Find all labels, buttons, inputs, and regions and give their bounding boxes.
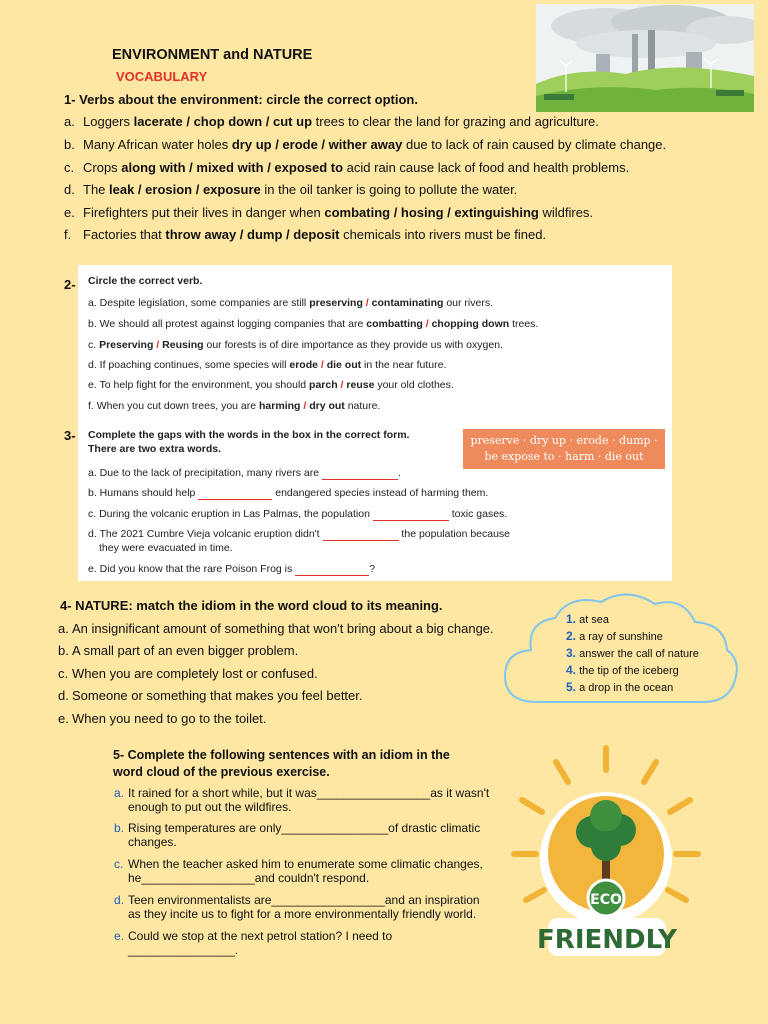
item-text: d. If poaching continues, some species will (88, 359, 290, 371)
word-box (463, 429, 665, 469)
gap-field[interactable] (323, 528, 399, 541)
exercise-4-item (58, 711, 266, 726)
item-text: e. Did you know that the rare Poison Frog is (88, 563, 296, 575)
item-text: acid rain cause lack of food and health problems. (343, 160, 630, 175)
item-text: your old clothes. (374, 379, 454, 391)
exercise-5-item (114, 821, 481, 849)
gap-field[interactable] (322, 467, 398, 480)
factory-landscape-illustration (536, 4, 754, 112)
item-text: Factories that (83, 227, 166, 242)
item-options[interactable]: along with / mixed with / exposed to (121, 160, 344, 175)
item-letter: e. (58, 711, 69, 726)
item-text: A small part of an even bigger problem. (72, 643, 299, 658)
item-text: chemicals into rivers must be fined. (339, 227, 547, 242)
item-text: ? (369, 563, 376, 575)
option-1[interactable]: preserving (309, 297, 363, 309)
item-line[interactable]: Teen environmentalists are_________________and an inspiration (128, 893, 480, 907)
item-letter: a. (58, 621, 69, 636)
item-text: in the near future. (361, 359, 447, 371)
gap-field[interactable] (198, 487, 272, 500)
item-letter: d. (114, 893, 125, 907)
item-letter: c. (114, 857, 124, 871)
item-line: as they incite us to fight for a more environmentally friendly world. (128, 907, 477, 921)
exercise-5-item (114, 929, 393, 957)
cloud-idiom: 3. answer the call of nature (566, 646, 699, 660)
item-text: nature. (344, 400, 381, 412)
exercise-5-item (114, 857, 483, 885)
slash: / (153, 339, 163, 351)
slash: / (317, 359, 327, 371)
option-2[interactable]: reuse (346, 379, 375, 391)
option-1[interactable]: erode (289, 359, 318, 371)
exercise-5-item (114, 893, 480, 921)
item-text: a. Despite legislation, some companies are still (88, 297, 310, 309)
exercise-2-item (88, 339, 503, 351)
option-2[interactable]: die out (326, 359, 362, 371)
exercise-5-heading-line1: 5- Complete the following sentences with an idiom in the (113, 748, 450, 762)
exercise-3-item (88, 487, 488, 500)
item-text: c. (88, 339, 100, 351)
cloud-idiom: 1. at sea (566, 612, 610, 626)
exercise-2-heading: Circle the correct verb. (88, 275, 203, 287)
exercise-4-item (58, 643, 298, 658)
page-subtitle: VOCABULARY (116, 69, 208, 84)
exercise-1-item (64, 114, 599, 129)
cloud-idiom: 4. the tip of the iceberg (566, 663, 679, 677)
item-line[interactable]: he_________________and couldn't respond. (128, 871, 370, 885)
item-text: Someone or something that makes you feel better. (72, 688, 363, 703)
exercise-2-item (88, 318, 538, 330)
exercise-1-item (64, 160, 629, 175)
item-text: toxic gases. (448, 508, 508, 520)
item-letter: c. (64, 160, 75, 175)
exercise-5-item (114, 786, 490, 814)
item-line: Could we stop at the next petrol station? I need to (128, 929, 393, 943)
item-letter: e. (114, 929, 125, 943)
item-line[interactable]: It rained for a short while, but it was_________________as it wasn't (128, 786, 490, 800)
item-text: Loggers (83, 114, 134, 129)
item-text: c. During the volcanic eruption in Las Palmas, the population (88, 508, 373, 520)
option-2[interactable]: dry out (309, 400, 345, 412)
item-letter: b. (58, 643, 69, 658)
slash: / (300, 400, 310, 412)
item-options[interactable]: lacerate / chop down / cut up (133, 114, 313, 129)
item-letter: f. (64, 227, 72, 242)
option-1[interactable]: parch (309, 379, 338, 391)
exercise-2-item (88, 297, 493, 309)
option-1[interactable]: combatting (366, 318, 423, 330)
item-options[interactable]: leak / erosion / exposure (109, 182, 261, 197)
exercise-2-number: 2- (64, 277, 76, 292)
item-text: trees. (509, 318, 539, 330)
item-text: . (398, 467, 401, 479)
exercise-2-item (88, 359, 446, 371)
item-text: our rivers. (443, 297, 494, 309)
exercise-3-item (88, 508, 507, 521)
item-line: changes. (128, 835, 177, 849)
page-title: ENVIRONMENT and NATURE (112, 47, 313, 63)
slash: / (337, 379, 347, 391)
exercise-3-number: 3- (64, 428, 76, 443)
word-box-line2: be expose to · harm · die out (484, 450, 644, 463)
item-options[interactable]: dry up / erode / wither away (231, 137, 403, 152)
item-text: e. To help fight for the environment, you should (88, 379, 310, 391)
slash: / (362, 297, 372, 309)
item-text: wildfires. (538, 205, 594, 220)
exercise-3-item (88, 528, 510, 541)
exercise-3-item-continued: they were evacuated in time. (99, 542, 233, 554)
exercise-1-item (64, 205, 593, 220)
item-letter: a. (114, 786, 125, 800)
slash: / (422, 318, 432, 330)
eco-friendly-sticker (508, 740, 704, 976)
item-options[interactable]: combating / hosing / extinguishing (324, 205, 539, 220)
gap-field[interactable] (373, 508, 449, 521)
exercise-4-item (58, 688, 363, 703)
item-text: b. Humans should help (88, 487, 199, 499)
item-text: The (83, 182, 110, 197)
cloud-idiom: 2. a ray of sunshine (566, 629, 663, 643)
exercise-4-item (58, 666, 318, 681)
item-letter: d. (58, 688, 69, 703)
item-line[interactable]: Rising temperatures are only________________of drastic climatic (128, 821, 481, 835)
item-letter: e. (64, 205, 75, 220)
item-letter: b. (64, 137, 75, 152)
word-box-line1: preserve · dry up · erode · dump · (470, 434, 658, 447)
item-text: endangered species instead of harming them. (272, 487, 489, 499)
cloud-idiom: 5. a drop in the ocean (566, 680, 674, 694)
item-text: a. Due to the lack of precipitation, many rivers are (88, 467, 323, 479)
exercise-1-item (64, 227, 546, 242)
item-text: Crops (83, 160, 122, 175)
exercise-3-item (88, 467, 401, 480)
item-text: trees to clear the land for grazing and agriculture. (312, 114, 599, 129)
exercise-1-heading: 1- Verbs about the environment: circle the correct option. (64, 92, 418, 107)
exercise-3-item (88, 563, 375, 576)
gap-field[interactable] (295, 563, 369, 576)
item-text: our forests is of dire importance as they provide us with oxygen. (203, 339, 503, 351)
item-letter: a. (64, 114, 75, 129)
item-line: When the teacher asked him to enumerate some climatic changes, (128, 857, 483, 871)
exercise-1-item (64, 137, 666, 152)
item-text: When you are completely lost or confused. (72, 666, 318, 681)
eco-label: ECO (590, 892, 622, 908)
item-letter: d. (64, 182, 75, 197)
exercise-3-heading-line1: Complete the gaps with the words in the box in the correct form. (88, 429, 410, 441)
item-text: An insignificant amount of something that won't bring about a big change. (72, 621, 494, 636)
item-text: due to lack of rain caused by climate change. (402, 137, 667, 152)
item-text: Many African water holes (83, 137, 232, 152)
item-text: f. When you cut down trees, you are (88, 400, 260, 412)
exercise-4-item (58, 621, 494, 636)
item-letter: c. (58, 666, 69, 681)
option-1[interactable]: Preserving (99, 339, 154, 351)
exercise-2-item (88, 400, 380, 412)
item-line: enough to put out the wildfires. (128, 800, 292, 814)
exercise-5-heading-line2: word cloud of the previous exercise. (113, 765, 330, 779)
exercise-3-heading-line2: There are two extra words. (88, 443, 222, 455)
item-text: b. We should all protest against logging companies that are (88, 318, 367, 330)
item-line[interactable]: ________________. (128, 943, 239, 957)
option-2[interactable]: contaminating (371, 297, 444, 309)
option-2[interactable]: Reusing (162, 339, 204, 351)
friendly-label: FRIENDLY (537, 925, 677, 955)
item-text: the population because (398, 528, 511, 540)
item-text: d. The 2021 Cumbre Vieja volcanic eruption didn't (88, 528, 323, 540)
option-1[interactable]: harming (259, 400, 301, 412)
item-text: Firefighters put their lives in danger when (83, 205, 325, 220)
exercise-2-item (88, 379, 454, 391)
item-options[interactable]: throw away / dump / deposit (165, 227, 340, 242)
item-letter: b. (114, 821, 125, 835)
item-text: in the oil tanker is going to pollute the water. (260, 182, 518, 197)
item-text: When you need to go to the toilet. (72, 711, 267, 726)
option-2[interactable]: chopping down (431, 318, 510, 330)
exercise-4-heading: 4- NATURE: match the idiom in the word cloud to its meaning. (60, 598, 443, 613)
exercise-2-3-panel (78, 265, 672, 581)
exercise-1-item (64, 182, 517, 197)
